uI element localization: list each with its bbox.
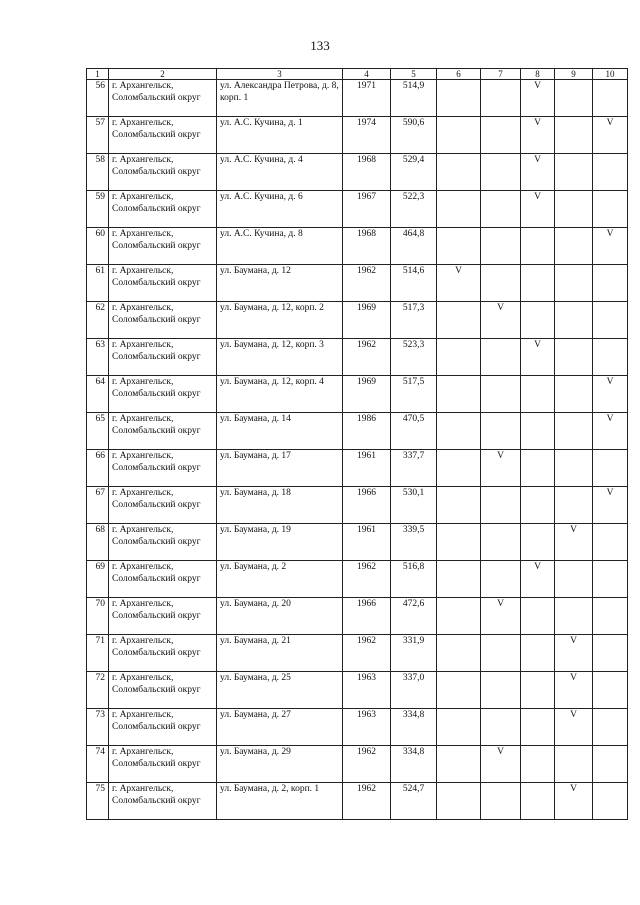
area-cell: 523,3 (391, 339, 437, 376)
year-built-cell: 1962 (343, 635, 391, 672)
location-cell: г. Архангельск, Соломбальский округ (109, 191, 217, 228)
row-number: 61 (87, 265, 109, 302)
area-cell: 464,8 (391, 228, 437, 265)
year-built-cell: 1969 (343, 302, 391, 339)
column-6-mark (437, 376, 481, 413)
address-cell: ул. Баумана, д. 21 (217, 635, 343, 672)
address-cell: ул. А.С. Кучина, д. 4 (217, 154, 343, 191)
table-row (87, 376, 628, 413)
row-number: 64 (87, 376, 109, 413)
column-header: 4 (343, 69, 391, 80)
column-8-mark (521, 783, 555, 820)
table-row (87, 561, 628, 598)
table-row (87, 80, 628, 117)
column-10-mark (593, 302, 628, 339)
area-cell: 337,0 (391, 672, 437, 709)
area-cell: 331,9 (391, 635, 437, 672)
row-number: 66 (87, 450, 109, 487)
address-cell: ул. Баумана, д. 14 (217, 413, 343, 450)
table-row (87, 191, 628, 228)
table-row (87, 302, 628, 339)
row-number: 62 (87, 302, 109, 339)
location-cell: г. Архангельск, Соломбальский округ (109, 487, 217, 524)
location-cell: г. Архангельск, Соломбальский округ (109, 117, 217, 154)
location-cell: г. Архангельск, Соломбальский округ (109, 450, 217, 487)
column-8-mark (521, 450, 555, 487)
column-7-mark (481, 672, 521, 709)
column-6-mark (437, 524, 481, 561)
column-9-mark (555, 302, 593, 339)
column-10-mark: V (593, 413, 628, 450)
column-7-mark: V (481, 746, 521, 783)
location-cell: г. Архангельск, Соломбальский округ (109, 80, 217, 117)
address-cell: ул. Александра Петрова, д. 8, корп. 1 (217, 80, 343, 117)
year-built-cell: 1962 (343, 783, 391, 820)
column-10-mark (593, 635, 628, 672)
column-6-mark (437, 709, 481, 746)
column-7-mark (481, 228, 521, 265)
location-cell: г. Архангельск, Соломбальский округ (109, 339, 217, 376)
row-number: 72 (87, 672, 109, 709)
column-6-mark (437, 117, 481, 154)
column-6-mark (437, 154, 481, 191)
address-cell: ул. Баумана, д. 20 (217, 598, 343, 635)
table-row (87, 709, 628, 746)
column-10-mark (593, 339, 628, 376)
column-8-mark: V (521, 339, 555, 376)
table-row (87, 635, 628, 672)
column-6-mark (437, 80, 481, 117)
column-8-mark (521, 302, 555, 339)
location-cell: г. Архангельск, Соломбальский округ (109, 635, 217, 672)
row-number: 74 (87, 746, 109, 783)
column-7-mark (481, 487, 521, 524)
location-cell: г. Архангельск, Соломбальский округ (109, 709, 217, 746)
column-9-mark (555, 265, 593, 302)
address-cell: ул. Баумана, д. 12, корп. 2 (217, 302, 343, 339)
column-8-mark: V (521, 80, 555, 117)
location-cell: г. Архангельск, Соломбальский округ (109, 524, 217, 561)
column-7-mark (481, 524, 521, 561)
area-cell: 334,8 (391, 709, 437, 746)
address-cell: ул. Баумана, д. 12 (217, 265, 343, 302)
location-cell: г. Архангельск, Соломбальский округ (109, 413, 217, 450)
column-9-mark (555, 376, 593, 413)
column-9-mark (555, 117, 593, 154)
column-8-mark (521, 228, 555, 265)
column-6-mark (437, 635, 481, 672)
table-row (87, 524, 628, 561)
column-10-mark: V (593, 376, 628, 413)
column-10-mark (593, 265, 628, 302)
column-9-mark (555, 598, 593, 635)
column-7-mark (481, 709, 521, 746)
column-7-mark (481, 117, 521, 154)
column-6-mark (437, 339, 481, 376)
column-header: 7 (481, 69, 521, 80)
location-cell: г. Архангельск, Соломбальский округ (109, 672, 217, 709)
column-9-mark (555, 746, 593, 783)
column-9-mark (555, 487, 593, 524)
table-row (87, 154, 628, 191)
table-row (87, 487, 628, 524)
area-cell: 514,9 (391, 80, 437, 117)
location-cell: г. Архангельск, Соломбальский округ (109, 302, 217, 339)
row-number: 68 (87, 524, 109, 561)
year-built-cell: 1974 (343, 117, 391, 154)
column-8-mark: V (521, 117, 555, 154)
column-6-mark (437, 228, 481, 265)
year-built-cell: 1963 (343, 672, 391, 709)
area-cell: 524,7 (391, 783, 437, 820)
location-cell: г. Архангельск, Соломбальский округ (109, 154, 217, 191)
building-registry-table (86, 68, 628, 820)
location-cell: г. Архангельск, Соломбальский округ (109, 265, 217, 302)
area-cell: 514,6 (391, 265, 437, 302)
year-built-cell: 1986 (343, 413, 391, 450)
column-7-mark (481, 339, 521, 376)
area-cell: 516,8 (391, 561, 437, 598)
row-number: 65 (87, 413, 109, 450)
year-built-cell: 1966 (343, 598, 391, 635)
column-8-mark (521, 672, 555, 709)
column-10-mark: V (593, 228, 628, 265)
row-number: 67 (87, 487, 109, 524)
area-cell: 339,5 (391, 524, 437, 561)
column-7-mark (481, 561, 521, 598)
column-7-mark (481, 80, 521, 117)
column-7-mark (481, 376, 521, 413)
column-7-mark (481, 635, 521, 672)
row-number: 75 (87, 783, 109, 820)
column-6-mark (437, 191, 481, 228)
area-cell: 472,6 (391, 598, 437, 635)
row-number: 57 (87, 117, 109, 154)
row-number: 70 (87, 598, 109, 635)
address-cell: ул. Баумана, д. 12, корп. 4 (217, 376, 343, 413)
column-8-mark (521, 413, 555, 450)
column-6-mark (437, 561, 481, 598)
address-cell: ул. Баумана, д. 27 (217, 709, 343, 746)
column-10-mark (593, 524, 628, 561)
row-number: 71 (87, 635, 109, 672)
column-7-mark: V (481, 450, 521, 487)
area-cell: 337,7 (391, 450, 437, 487)
row-number: 73 (87, 709, 109, 746)
area-cell: 522,3 (391, 191, 437, 228)
table-row (87, 339, 628, 376)
column-8-mark (521, 635, 555, 672)
table-body (87, 80, 628, 820)
column-10-mark (593, 598, 628, 635)
column-header: 2 (109, 69, 217, 80)
column-7-mark (481, 154, 521, 191)
column-10-mark (593, 746, 628, 783)
area-cell: 517,5 (391, 376, 437, 413)
column-header: 5 (391, 69, 437, 80)
address-cell: ул. А.С. Кучина, д. 6 (217, 191, 343, 228)
column-9-mark (555, 80, 593, 117)
row-number: 63 (87, 339, 109, 376)
column-9-mark (555, 561, 593, 598)
column-number-row (87, 69, 628, 80)
year-built-cell: 1962 (343, 561, 391, 598)
column-8-mark: V (521, 154, 555, 191)
column-6-mark: V (437, 265, 481, 302)
column-header: 6 (437, 69, 481, 80)
column-8-mark (521, 746, 555, 783)
column-6-mark (437, 413, 481, 450)
column-6-mark (437, 598, 481, 635)
column-9-mark (555, 339, 593, 376)
column-10-mark: V (593, 117, 628, 154)
location-cell: г. Архангельск, Соломбальский округ (109, 376, 217, 413)
table-row (87, 117, 628, 154)
column-9-mark: V (555, 783, 593, 820)
column-6-mark (437, 450, 481, 487)
address-cell: ул. Баумана, д. 12, корп. 3 (217, 339, 343, 376)
column-6-mark (437, 746, 481, 783)
column-header: 9 (555, 69, 593, 80)
area-cell: 530,1 (391, 487, 437, 524)
column-9-mark: V (555, 672, 593, 709)
column-8-mark (521, 598, 555, 635)
address-cell: ул. Баумана, д. 29 (217, 746, 343, 783)
column-8-mark (521, 376, 555, 413)
column-7-mark (481, 413, 521, 450)
column-8-mark (521, 709, 555, 746)
column-6-mark (437, 302, 481, 339)
page-number: 133 (310, 38, 330, 53)
row-number: 58 (87, 154, 109, 191)
area-cell: 470,5 (391, 413, 437, 450)
area-cell: 334,8 (391, 746, 437, 783)
table-row (87, 265, 628, 302)
location-cell: г. Архангельск, Соломбальский округ (109, 783, 217, 820)
column-9-mark (555, 191, 593, 228)
column-7-mark: V (481, 302, 521, 339)
address-cell: ул. А.С. Кучина, д. 1 (217, 117, 343, 154)
year-built-cell: 1968 (343, 228, 391, 265)
location-cell: г. Архангельск, Соломбальский округ (109, 746, 217, 783)
column-9-mark (555, 154, 593, 191)
column-6-mark (437, 672, 481, 709)
location-cell: г. Архангельск, Соломбальский округ (109, 228, 217, 265)
location-cell: г. Архангельск, Соломбальский округ (109, 561, 217, 598)
column-10-mark (593, 154, 628, 191)
table-row (87, 228, 628, 265)
column-10-mark (593, 191, 628, 228)
column-10-mark (593, 561, 628, 598)
address-cell: ул. Баумана, д. 18 (217, 487, 343, 524)
column-10-mark (593, 783, 628, 820)
year-built-cell: 1962 (343, 339, 391, 376)
column-9-mark: V (555, 524, 593, 561)
year-built-cell: 1963 (343, 709, 391, 746)
year-built-cell: 1966 (343, 487, 391, 524)
column-7-mark: V (481, 598, 521, 635)
column-8-mark (521, 487, 555, 524)
row-number: 60 (87, 228, 109, 265)
table-row (87, 672, 628, 709)
table-row (87, 783, 628, 820)
column-6-mark (437, 487, 481, 524)
year-built-cell: 1962 (343, 746, 391, 783)
column-8-mark: V (521, 191, 555, 228)
column-9-mark (555, 228, 593, 265)
column-8-mark (521, 524, 555, 561)
column-10-mark (593, 450, 628, 487)
address-cell: ул. Баумана, д. 17 (217, 450, 343, 487)
column-header: 10 (593, 69, 628, 80)
column-9-mark (555, 413, 593, 450)
address-cell: ул. Баумана, д. 25 (217, 672, 343, 709)
address-cell: ул. Баумана, д. 2 (217, 561, 343, 598)
row-number: 56 (87, 80, 109, 117)
year-built-cell: 1969 (343, 376, 391, 413)
column-7-mark (481, 265, 521, 302)
area-cell: 517,3 (391, 302, 437, 339)
address-cell: ул. Баумана, д. 19 (217, 524, 343, 561)
column-10-mark (593, 80, 628, 117)
year-built-cell: 1961 (343, 524, 391, 561)
column-9-mark: V (555, 635, 593, 672)
column-7-mark (481, 783, 521, 820)
table-row (87, 413, 628, 450)
column-9-mark: V (555, 709, 593, 746)
column-7-mark (481, 191, 521, 228)
column-header: 8 (521, 69, 555, 80)
address-cell: ул. Баумана, д. 2, корп. 1 (217, 783, 343, 820)
year-built-cell: 1967 (343, 191, 391, 228)
table-row (87, 746, 628, 783)
year-built-cell: 1968 (343, 154, 391, 191)
table-row (87, 450, 628, 487)
year-built-cell: 1962 (343, 265, 391, 302)
column-header: 3 (217, 69, 343, 80)
row-number: 69 (87, 561, 109, 598)
table-row (87, 598, 628, 635)
column-header: 1 (87, 69, 109, 80)
area-cell: 590,6 (391, 117, 437, 154)
column-10-mark (593, 672, 628, 709)
row-number: 59 (87, 191, 109, 228)
column-9-mark (555, 450, 593, 487)
year-built-cell: 1961 (343, 450, 391, 487)
column-8-mark (521, 265, 555, 302)
address-cell: ул. А.С. Кучина, д. 8 (217, 228, 343, 265)
column-10-mark: V (593, 487, 628, 524)
location-cell: г. Архангельск, Соломбальский округ (109, 598, 217, 635)
year-built-cell: 1971 (343, 80, 391, 117)
column-6-mark (437, 783, 481, 820)
area-cell: 529,4 (391, 154, 437, 191)
column-8-mark: V (521, 561, 555, 598)
column-10-mark (593, 709, 628, 746)
